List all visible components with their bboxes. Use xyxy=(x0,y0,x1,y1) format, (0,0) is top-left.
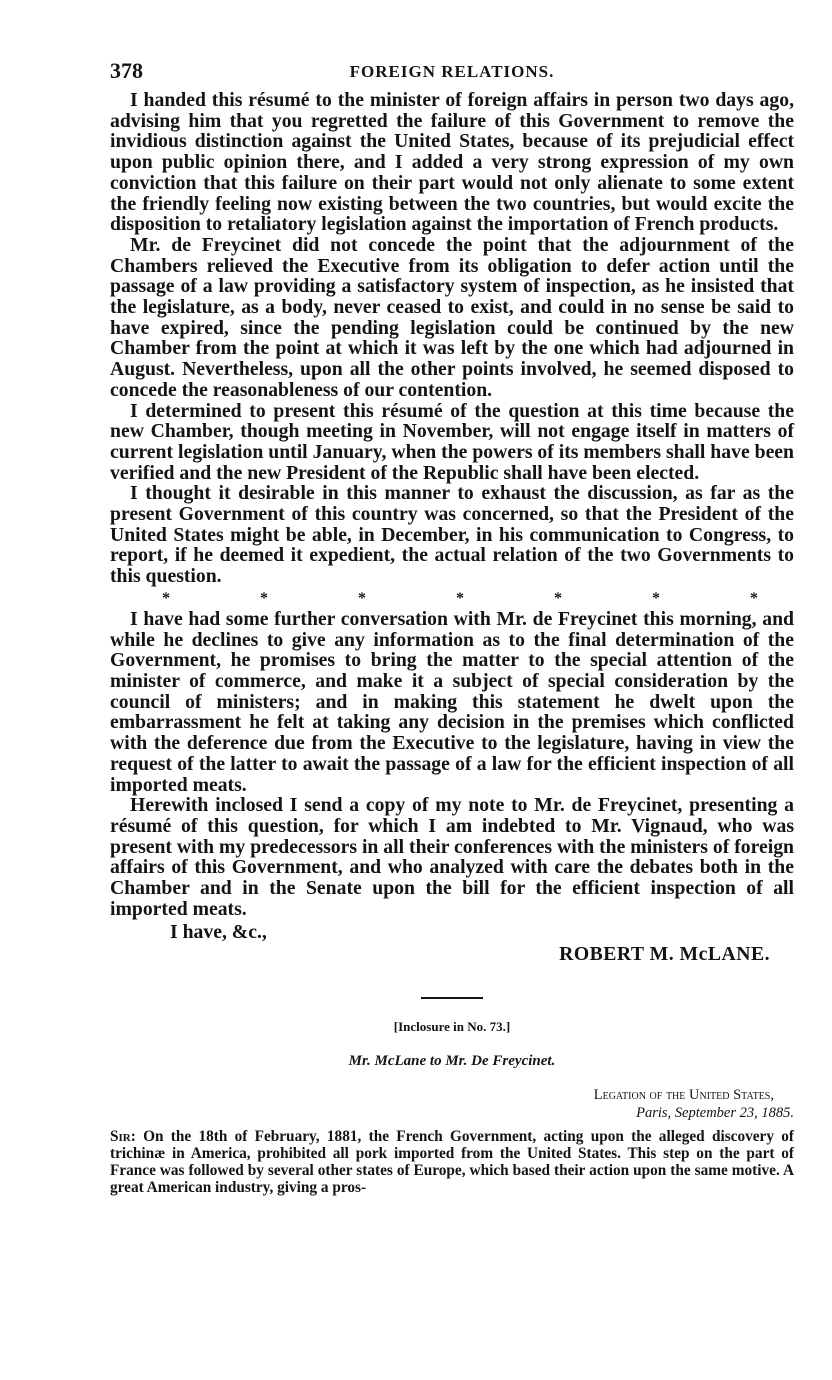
star-mark: * xyxy=(260,589,268,607)
star-mark: * xyxy=(652,589,660,607)
paragraph: I thought it desirable in this manner to exhaust the discussion, as far as the present Government of this country was concerned, so that the President of the United States might be able, in December, in his communication to Congress, to report, if he deemed it expedient, the actual relation of the two Governments to this question. xyxy=(110,482,794,588)
signature: ROBERT M. McLANE. xyxy=(559,943,770,966)
inclosure-paragraph xyxy=(110,1129,794,1196)
paragraph: I handed this résumé to the minister of foreign affairs in person two days ago, advising him that you regretted the failure of this Government to remove the invidious distinction against the United States, because of its prejudicial effect upon public opinion there, and I added a very strong expression of my own conviction that this failure on their part would not only alienate to some extent the friendly feeling now existing between the two countries, but would excite the disposition to retaliatory legislation against the importation of French products. xyxy=(110,89,794,236)
paragraph: Herewith inclosed I send a copy of my note to Mr. de Freycinet, presenting a résumé of this question, for which I am indebted to Mr. Vignaud, who was present with my predecessors in all their conferences with the ministers of foreign affairs of this Government, and who analyzed with care the debates both in the Chamber and in the Senate upon the bill for the efficient inspection of all imported meats. xyxy=(110,794,794,920)
complimentary-close: I have, &c., xyxy=(170,921,267,944)
star-mark: * xyxy=(162,589,170,607)
star-mark: * xyxy=(554,589,562,607)
inclosure-heading: Mr. McLane to Mr. De Freycinet. xyxy=(348,1053,556,1070)
page-header xyxy=(110,58,794,90)
paragraph: Mr. de Freycinet did not concede the point that the adjournment of the Chambers relieved the Executive from its obligation to defer action until the passage of a law providing a satisfactory system of inspection, as he insisted that the legislature, as a body, never ceased to exist, and could in no sense be said to have expired, since the pending legislation could be continued by the new Chamber from the point at which it was left by the one which had adjourned in August. Nevertheless, upon all the other points involved, he seemed disposed to concede the reasonableness of our contention. xyxy=(110,233,794,401)
running-head: FOREIGN RELATIONS. xyxy=(349,62,555,81)
inclosure-paragraph-text: On the 18th of February, 1881, the French Government, acting upon the alleged discovery of trichinæ in America, prohibited all pork imported from the United States. This step on the part of France was followed by several other states of Europe, which based their action upon the same motive. A great American industry, giving a pros- xyxy=(110,1128,794,1196)
letter-body xyxy=(110,90,794,919)
letter-closing xyxy=(110,919,794,967)
page-number: 378 xyxy=(110,58,143,83)
salutation: Sir: xyxy=(110,1128,136,1146)
star-mark: * xyxy=(358,589,366,607)
inclosure-label: [Inclosure in No. 73.] xyxy=(393,1019,511,1035)
paragraph: I have had some further conversation with Mr. de Freycinet this morning, and while he declines to give any information as to the final determination of the Government, he promises to bring the matter to the special attention of the minister of commerce, and make it a subject of special consideration by the council of ministers; and in making this statement he dwelt upon the embarrassment he felt at taking any decision in the premises which conflicted with the deference due from the Executive to the legislature, having in view the request of the latter to await the passage of a law for the efficient inspection of all imported meats. xyxy=(110,607,794,796)
star-mark: * xyxy=(456,589,464,607)
ellipsis-stars xyxy=(110,587,794,609)
document-page xyxy=(110,58,794,1197)
inclosure-address xyxy=(110,1086,794,1122)
paragraph: I determined to present this résumé of the question at this time because the new Chamber, though meeting in November, will not engage itself in matters of current legislation until January, when the powers of its members shall have been verified and the new President of the Republic shall have been elected. xyxy=(110,399,794,484)
star-mark: * xyxy=(750,589,758,607)
inclosure-body xyxy=(110,1129,794,1196)
address-legation: Legation of the United States, xyxy=(593,1087,774,1104)
address-date: Paris, September 23, 1885. xyxy=(636,1105,794,1122)
section-divider xyxy=(421,997,483,999)
